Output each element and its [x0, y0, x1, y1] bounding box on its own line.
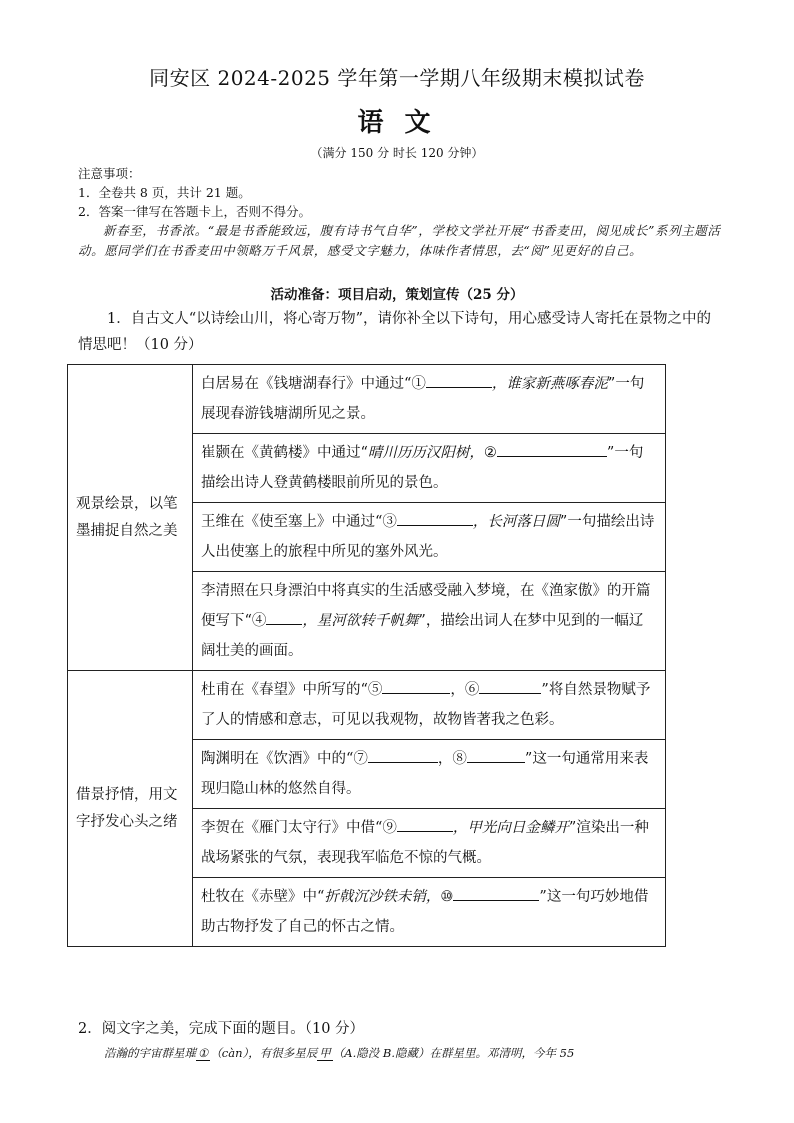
- notes-block: [78, 164, 728, 221]
- poem-cell-5: 杜甫在《春望》中所写的“⑤ ，⑥ ”将自然景物赋予了人的情感和意志，可见以我观物，故物皆著我之色彩。: [193, 671, 666, 740]
- table-row: [68, 365, 666, 434]
- poem-cell-2: 崔颢在《黄鹤楼》中通过“晴川历历汉阳树，② ”一句描绘出诗人登黄鹤楼眼前所见的景色。: [193, 434, 666, 503]
- exam-meta: （满分 150 分 时长 120 分钟）: [310, 146, 484, 160]
- poem-cell-6: 陶渊明在《饮酒》中的“⑦ ，⑧ ”这一句通常用来表现归隐山林的悠然自得。: [193, 740, 666, 809]
- category-cell: 借景抒情，用文字抒发心头之绪: [68, 671, 193, 947]
- intro-paragraph: 新春至，书香浓。“最是书香能致远，腹有诗书气自华”，学校文学社开展“书香麦田，阅见成长”系列主题活动。愿同学们在书香麦田中领略万千风景，感受文字魅力，体味作者情思，去“阅”见更好的自己。: [78, 223, 721, 258]
- table-row: [68, 671, 666, 740]
- section-heading: 活动准备：项目启动，策划宣传（25 分）: [270, 287, 524, 303]
- question-2-prompt: 2．阅文字之美，完成下面的题目。（10 分）: [78, 1021, 365, 1037]
- answer-blank[interactable]: [382, 677, 450, 694]
- poem-cell-7: 李贺在《雁门太守行》中借“⑨ ，甲光向日金鳞开”渲染出一种战场紧张的气氛，表现我军临危不惊的气概。: [193, 809, 666, 878]
- poem-cell-8: 杜牧在《赤壁》中“折戟沉沙铁未销，⑩ ”这一句巧妙地借助古物抒发了自己的怀古之情。: [193, 878, 666, 947]
- poem-cell-4: 李清照在只身漂泊中将真实的生活感受融入梦境，在《渔家傲》的开篇便写下“④ ，星河欲转千帆舞”，描绘出词人在梦中见到的一幅辽阔壮美的画面。: [193, 572, 666, 671]
- answer-blank[interactable]: ①: [198, 1046, 209, 1060]
- subject-title: 语 文: [357, 108, 437, 138]
- answer-blank[interactable]: [467, 746, 525, 763]
- answer-blank[interactable]: 甲: [319, 1046, 331, 1060]
- poem-cell-3: 王维在《使至塞上》中通过“③ ，长河落日圆”一句描绘出诗人出使塞上的旅程中所见的塞外风光。: [193, 503, 666, 572]
- answer-blank[interactable]: [368, 746, 438, 763]
- question-2-passage: 浩瀚的宇宙群星璀 ① （càn），有很多星辰 甲 （A.隐没 B.隐藏）在群星里。邓清明，今年 55: [104, 1046, 575, 1060]
- answer-blank[interactable]: [453, 884, 539, 901]
- answer-blank[interactable]: [397, 509, 473, 526]
- answer-blank[interactable]: [266, 608, 302, 625]
- poem-table: [67, 364, 666, 947]
- exam-title: 同安区 2024-2025 学年第一学期八年级期末模拟试卷: [149, 66, 645, 90]
- question-1-prompt: 1．自古文人“以诗绘山川，将心寄万物”，请你补全以下诗句，用心感受诗人寄托在景物之中的情思吧！（10 分）: [78, 311, 712, 353]
- answer-blank[interactable]: [397, 815, 453, 832]
- answer-blank[interactable]: [497, 440, 607, 457]
- notes-heading: 注意事项：: [78, 166, 141, 181]
- notes-item: 1．全卷共 8 页，共计 21 题。: [78, 185, 251, 200]
- answer-blank[interactable]: [426, 371, 492, 388]
- category-cell: 观景绘景，以笔墨捕捉自然之美: [68, 365, 193, 671]
- notes-item: 2．答案一律写在答题卡上，否则不得分。: [78, 204, 311, 219]
- answer-blank[interactable]: [479, 677, 541, 694]
- poem-cell-1: 白居易在《钱塘湖春行》中通过“① ，谁家新燕啄春泥”一句展现春游钱塘湖所见之景。: [193, 365, 666, 434]
